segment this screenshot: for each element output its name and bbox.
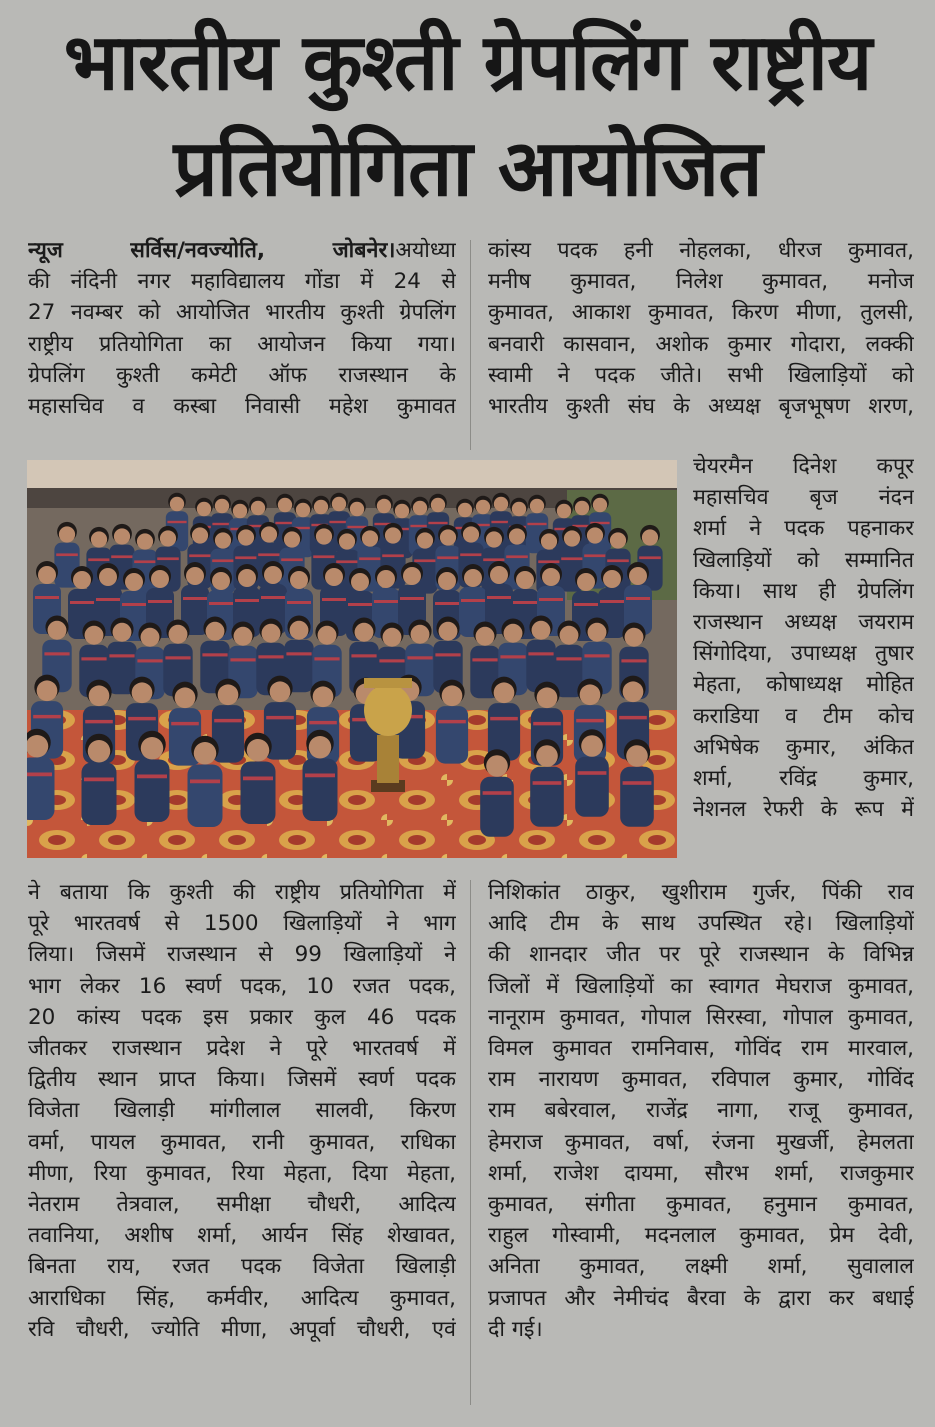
text-line: बनवारी कासवान, अशोक कुमार गोदारा, लक्की [488,331,914,357]
athlete-figure [82,734,117,825]
text-line: प्रजापत और नेमीचंद बैरवा के द्वारा कर बधाई [488,1285,914,1311]
text-line: लिया। जिसमें राजस्थान से 99 खिलाड़ियों ने [28,942,456,968]
text-line: बिनता राय, रजत पदक विजेता खिलाड़ी [28,1254,456,1280]
text-line: नेशनल रेफरी के रूप में [693,797,914,823]
text-line: ग्रेपलिंग कुश्ती कमेटी ऑफ राजस्थान के [28,362,456,388]
text-line: विमल कुमावत रामनिवास, गोविंद राम मारवाल, [488,1036,914,1062]
column-divider [470,880,471,1405]
text-line: राम बबेरवाल, राजेंद्र नागा, राजू कुमावत, [488,1098,914,1124]
athlete-figure [530,739,564,827]
article-column-2 [488,235,914,422]
team-photo-illustration [27,460,677,858]
text-line: शर्मा ने पदक पहनाकर [693,516,914,542]
text-line: भारतीय कुश्ती संघ के अध्यक्ष बृजभूषण शरण, [488,394,914,420]
text-line: महासचिव व कस्बा निवासी महेश कुमावत [28,394,456,420]
text-line: रवि चौधरी, ज्योति मीणा, अपूर्वा चौधरी, एवं [28,1316,456,1342]
text-line: चेयरमैन दिनेश कपूर [693,454,914,479]
text-line: मनीष कुमावत, निलेश कुमावत, मनोज [488,269,914,295]
athlete-figure [27,729,55,820]
athlete-figure [589,494,611,552]
text-line [28,235,456,266]
athlete-figure [436,680,468,764]
athlete-figure [480,749,514,837]
text-line: शर्मा, रविंद्र कुमार, [693,766,914,792]
text-line: किया। साथ ही ग्रेपलिंग [693,578,914,604]
text-line: सिंगोदिया, उपाध्यक्ष तुषार [693,641,914,667]
text-line: हेमराज कुमावत, वर्षा, रंजना मुखर्जी, हेमलता [488,1129,914,1155]
text-line: स्वामी ने पदक जीते। सभी खिलाड़ियों को [488,362,914,388]
text-line: मीणा, रिया कुमावत, रिया मेहता, दिया मेहता, [28,1160,456,1186]
text-line: राहुल गोस्वामी, मदनलाल कुमावत, प्रेम देवी, [488,1223,914,1249]
text-line: कुमावत, संगीता कुमावत, हनुमान कुमावत, [488,1192,914,1218]
text-line: निशिकांत ठाकुर, खुशीराम गुर्जर, पिंकी राव [488,880,914,905]
text-line: नेतराम तेत्रवाल, समीक्षा चौधरी, आदित्य [28,1192,456,1218]
headline [20,10,915,222]
text-line: आराधिका सिंह, कर्मवीर, आदित्य कुमावत, [28,1285,456,1311]
athlete-figure [575,729,609,817]
text-line: 20 कांस्य पदक इस प्रकार कुल 46 पदक [28,1004,456,1030]
athlete-figure [241,733,276,824]
athlete-figure [135,731,170,822]
athlete-figure [188,736,223,827]
text-line: अनिता कुमावत, लक्ष्मी शर्मा, सुवालाल [488,1254,914,1280]
text-line: नानूराम कुमावत, गोपाल सिरस्वा, गोपाल कुमावत, [488,1004,914,1030]
text-line: ने बताया कि कुश्ती की राष्ट्रीय प्रतियोगिता में [28,880,456,905]
text-line: जिलों में खिलाड़ियों का स्वागत मेघराज कुमावत, [488,973,914,999]
athlete-figure [620,739,654,827]
article-column-3 [693,451,914,825]
athlete-figure [488,677,520,761]
text-line: कांस्य पदक हनी नोहलका, धीरज कुमावत, [488,238,914,263]
text-line: तवानिया, अशीष शर्मा, आर्यन सिंह शेखावत, [28,1223,456,1249]
article-column-5 [488,877,914,1345]
headline-line-2: प्रतियोगिता आयोजित [173,124,762,214]
text-line: आदि टीम के साथ उपस्थित रहे। खिलाड़ियों [488,911,914,937]
byline: न्यूज सर्विस/नवज्योति, जोबनेर। [28,238,396,263]
text-line: कुमावत, आकाश कुमावत, किरण मीणा, तुलसी, [488,300,914,326]
text-line: कराडिया व टीम कोच [693,703,914,729]
text-line: राम नारायण कुमावत, रविपाल कुमार, गोविंद [488,1067,914,1093]
text-line: द्वितीय स्थान प्राप्त किया। जिसमें स्वर्ण पदक [28,1067,456,1093]
text-line: खिलाड़ियों को सम्मानित [693,547,914,573]
text-line: अभिषेक कुमार, अंकित [693,734,914,760]
text-line: राजस्थान अध्यक्ष जयराम [693,610,914,636]
headline-line-1: भारतीय कुश्ती ग्रेपलिंग राष्ट्रीय [63,18,872,108]
text-line: की शानदार जीत पर पूरे राजस्थान के विभिन्न [488,942,914,968]
text-line: शर्मा, राजेश दायमा, सौरभ शर्मा, राजकुमार [488,1160,914,1186]
athlete-figure [303,730,338,821]
text-line: दी गई। [488,1316,543,1342]
text-line: विजेता खिलाड़ी मांगीलाल सालवी, किरण [28,1098,456,1124]
team-photo [27,460,677,858]
text-fragment: अयोध्या [395,238,456,263]
text-line: जीतकर राजस्थान प्रदेश ने पूरे भारतवर्ष में [28,1036,456,1062]
article-column-4 [28,877,456,1345]
text-line: महासचिव बृज नंदन [693,485,914,511]
text-line: की नंदिनी नगर महाविद्यालय गोंडा में 24 से [28,269,456,295]
athlete-figure [526,616,555,693]
article-column-1 [28,235,456,422]
text-line: 27 नवम्बर को आयोजित भारतीय कुश्ती ग्रेपलिंग [28,300,456,326]
text-line: राष्ट्रीय प्रतियोगिता का आयोजन किया गया। [28,331,456,357]
column-divider [470,240,471,450]
text-line: मेहता, कोषाध्यक्ष मोहित [693,672,914,698]
text-line: वर्मा, पायल कुमावत, रानी कुमावत, राधिका [28,1129,456,1155]
text-line: पूरे भारतवर्ष से 1500 खिलाड़ियों ने भाग [28,911,456,937]
text-line: भाग लेकर 16 स्वर्ण पदक, 10 रजत पदक, [28,973,456,999]
